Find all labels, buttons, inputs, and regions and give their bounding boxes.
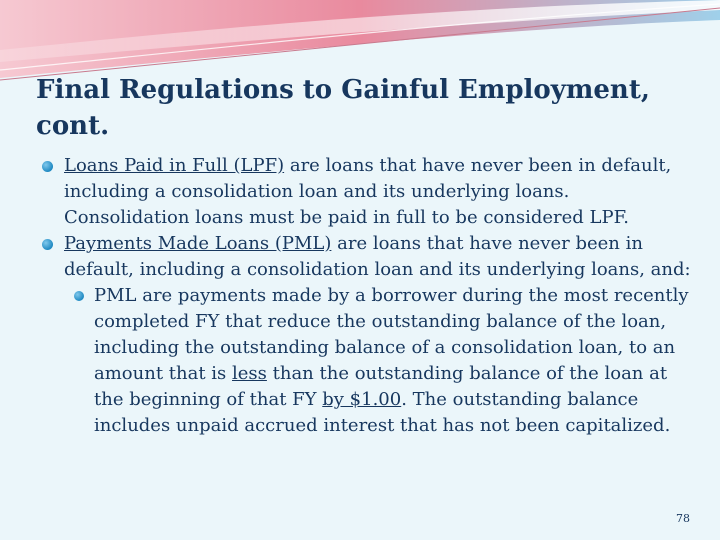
bullet-icon xyxy=(74,291,84,301)
pml-definition: are loans that have never been in default, including a consolidation loan and its underlying loans, and: xyxy=(64,233,691,280)
pml-term: Payments Made Loans (PML) xyxy=(64,233,332,254)
pml-detail-amount: by $1.00 xyxy=(322,389,402,410)
bullet-pml xyxy=(42,231,692,283)
sub-bullet-pml-detail xyxy=(42,283,692,439)
lpf-term: Loans Paid in Full (LPF) xyxy=(64,155,285,176)
pml-detail-part3: . The outstanding balance includes unpaid accrued interest that has not been capitalized. xyxy=(94,389,671,436)
slide-title: Final Regulations to Gainful Employment, cont. xyxy=(36,75,650,141)
page-number: 78 xyxy=(676,512,690,525)
pml-detail-part2: than the outstanding balance of the loan at the beginning of that FY xyxy=(94,363,668,410)
bullet-lpf xyxy=(42,153,692,231)
bullet-icon xyxy=(42,161,53,172)
pml-detail-part1: PML are payments made by a borrower during the most recently completed FY that reduce the outstanding balance of the loan, including the outstanding balance of a consolidation loan, to an amount that is xyxy=(94,285,689,384)
bullet-icon xyxy=(42,239,53,250)
slide-body xyxy=(42,153,692,439)
lpf-definition: are loans that have never been in default, including a consolidation loan and its underlying loans. Consolidation loans must be paid in full to be considered LPF. xyxy=(64,155,672,228)
pml-detail-less: less xyxy=(232,363,267,384)
